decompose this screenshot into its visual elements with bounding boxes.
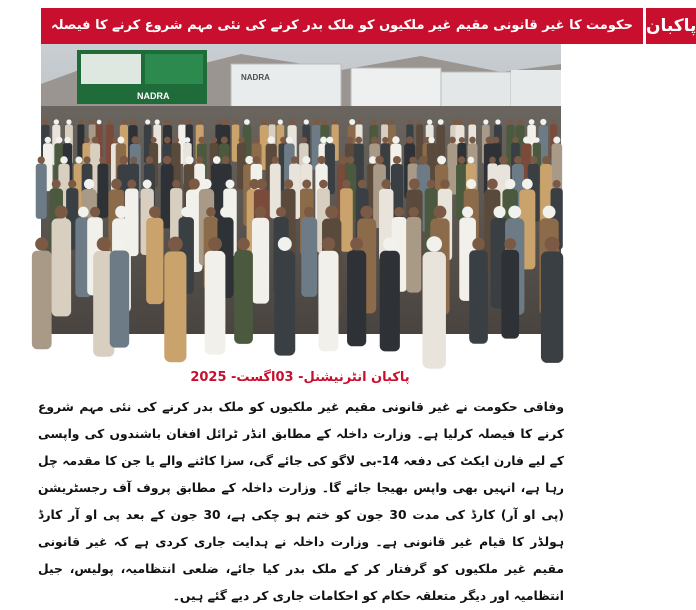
person-head (437, 156, 446, 165)
person-head (201, 179, 211, 189)
person-head (371, 136, 378, 143)
person-body (36, 164, 47, 219)
person-head (187, 120, 192, 125)
person-head (347, 137, 354, 144)
person-head (505, 179, 515, 189)
person-head (84, 137, 90, 143)
person-head (472, 238, 484, 250)
person-head (382, 137, 388, 143)
person-head (322, 237, 335, 250)
person-body (416, 124, 423, 159)
person-head (237, 238, 249, 250)
article-header (41, 8, 696, 44)
person-head (270, 120, 275, 125)
person-head (304, 119, 309, 124)
person-head (325, 206, 338, 219)
person-head (66, 119, 71, 124)
person-head (276, 207, 286, 217)
brand-logo: پاکبان (646, 8, 696, 44)
person-body (164, 251, 186, 362)
person-body (32, 251, 52, 350)
person-head (289, 119, 295, 125)
person-head (223, 119, 229, 125)
person-head (198, 137, 205, 144)
person-head (90, 207, 100, 217)
person-head (407, 120, 412, 125)
person-head (470, 119, 475, 124)
person-head (179, 119, 184, 124)
person-body (469, 250, 488, 343)
person-head (255, 206, 266, 217)
person-head (486, 137, 493, 144)
person-body (423, 252, 446, 369)
person-head (149, 206, 161, 218)
person-head (143, 180, 152, 189)
person-head (99, 156, 106, 163)
person-head (523, 137, 530, 144)
person-head (350, 238, 363, 251)
person-body (380, 251, 400, 352)
person-head (185, 137, 191, 143)
person-head (333, 120, 338, 125)
person-head (434, 206, 447, 219)
person-head (499, 156, 508, 165)
person-head (440, 179, 450, 189)
person-head (253, 156, 261, 164)
truck-label: NADRA (137, 91, 170, 101)
person-head (302, 156, 310, 164)
person-head (553, 136, 560, 143)
person-head (221, 136, 228, 143)
person-head (383, 237, 396, 250)
person-head (208, 237, 222, 251)
person-head (83, 156, 90, 163)
person-head (120, 156, 129, 165)
person-head (189, 179, 200, 190)
article-body: وفاقی حکومت نے غیر قانونی مقیم غیر ملکیوں کو ملک بدر کرنے کی نئی مہم شروع کرنے کا فیصلہ کرلیا ہے۔ وزارت داخلہ کے مطابق انڈر ٹرائل افغان باشندوں کی واپسی کے لیے فارن ایکٹ کی دفعہ 14-بی لاگو کی جائے گی، سزا کاٹنے والے یا جن کا مقدمہ چل رہا ہے، انہیں بھی واپس بھیجا جائے گا۔ وزارت داخلہ کے مطابق پروف آف رجسٹریشن (پی او آر) کارڈ کی مدت 30 جون کو ختم ہو چکی ہے، 30 جون کے بعد پی او آر کارڈ ہولڈر کا قیام غیر قانونی ہے۔ وزارت داخلہ نے ہدایت جاری کردی ہے کہ غیر قانونی مقیم غیر ملکیوں کو گرفتار کر کے ملک بدر کیا جائے، ضلعی انتظامیہ، پولیس، جیل انتظامیہ اور دیگر متعلقہ حکام کو احکامات جاری کر دیے گئے ہیں۔ (38, 400, 565, 603)
person-head (545, 237, 560, 252)
person-head (406, 136, 413, 143)
person-head (261, 119, 267, 125)
person-body (501, 250, 519, 339)
person-head (113, 238, 126, 251)
person-head (64, 137, 70, 143)
person-head (494, 206, 506, 218)
person-head (220, 207, 231, 218)
person-head (75, 157, 82, 164)
person-head (267, 136, 274, 143)
person-head (84, 179, 94, 189)
person-head (508, 206, 521, 219)
person-head (79, 120, 84, 125)
headline-bar: حکومت کا غیر قانونی مقیم غیر ملکیوں کو ملک بدر کرنے کی نئی مہم شروع کرنے کا فیصلہ (41, 8, 646, 44)
person-head (381, 179, 391, 189)
person-head (317, 156, 325, 164)
person-head (459, 137, 465, 143)
person-head (495, 119, 500, 124)
person-head (543, 206, 556, 219)
person-head (291, 156, 298, 163)
person-head (452, 119, 458, 125)
person-head (540, 119, 546, 125)
person-head (278, 119, 283, 124)
truck-label-2: NADRA (241, 73, 270, 82)
person-head (355, 137, 362, 144)
person-head (130, 119, 136, 125)
person-head (225, 179, 234, 188)
person-head (542, 156, 550, 164)
person-head (206, 207, 216, 217)
person-head (313, 119, 319, 125)
person-head (508, 119, 513, 124)
person-head (409, 157, 416, 164)
person-head (504, 238, 516, 250)
person-head (534, 137, 540, 143)
person-head (322, 119, 328, 125)
person-head (196, 156, 203, 163)
person-head (172, 180, 180, 188)
person-head (78, 207, 89, 218)
person-head (427, 119, 432, 124)
person-body (110, 250, 129, 347)
person-head (339, 156, 347, 164)
person-head (449, 137, 456, 144)
person-head (97, 237, 111, 251)
person-head (56, 137, 62, 143)
person-head (487, 179, 498, 190)
person-head (438, 119, 444, 125)
person-head (45, 137, 51, 143)
person-head (514, 156, 522, 164)
person-head (217, 119, 222, 124)
person-body (205, 251, 226, 355)
person-head (256, 179, 266, 189)
person-body (252, 218, 269, 304)
person-head (43, 119, 48, 124)
person-head (54, 119, 59, 124)
person-head (427, 180, 436, 189)
person-head (90, 120, 95, 125)
person-head (458, 156, 466, 164)
person-head (222, 156, 230, 164)
person-head (522, 179, 533, 190)
person-head (211, 137, 217, 143)
person-body (406, 217, 421, 293)
person-head (483, 119, 488, 124)
person-head (127, 179, 136, 188)
person-head (111, 179, 122, 190)
person-head (239, 137, 245, 143)
person-head (163, 156, 172, 165)
person-head (155, 119, 160, 124)
person-head (117, 137, 124, 144)
person-head (121, 119, 126, 124)
person-head (342, 180, 350, 188)
person-head (357, 120, 362, 125)
person-head (213, 156, 221, 164)
person-body (301, 217, 317, 297)
person-head (272, 156, 279, 163)
person-head (393, 156, 401, 164)
person-head (284, 179, 293, 188)
person-head (68, 180, 76, 188)
person-head (173, 137, 179, 143)
person-head (392, 136, 399, 143)
person-head (394, 207, 404, 217)
person-head (60, 156, 67, 163)
person-head (245, 156, 253, 164)
person-head (302, 180, 311, 189)
person-head (168, 237, 183, 252)
person-head (253, 137, 260, 144)
person-head (146, 156, 153, 163)
person-head (349, 119, 355, 125)
person-head (151, 137, 157, 143)
person-head (417, 120, 422, 125)
person-head (145, 119, 150, 124)
crowd-photo-illustration (41, 44, 561, 334)
person-head (360, 206, 373, 219)
person-head (320, 137, 327, 144)
person-head (319, 180, 328, 189)
person-body (347, 250, 366, 346)
person-head (244, 119, 250, 125)
person-head (130, 157, 137, 164)
person-head (35, 237, 48, 250)
person-head (428, 137, 434, 143)
person-head (164, 119, 170, 125)
person-head (419, 156, 428, 165)
person-head (301, 137, 307, 143)
person-head (164, 137, 171, 144)
person-body (234, 250, 253, 344)
person-body (146, 218, 163, 304)
person-head (107, 119, 112, 124)
person-head (97, 120, 102, 125)
person-head (489, 157, 496, 164)
person-body (52, 219, 72, 317)
person-head (551, 120, 556, 125)
person-head (529, 119, 535, 125)
person-head (197, 119, 202, 124)
dateline: پاکبان انٹرنیشنل- 03اگست- 2025 (190, 370, 410, 385)
person-head (92, 137, 99, 144)
person-head (233, 120, 238, 125)
person-head (457, 119, 463, 125)
person-head (286, 136, 293, 143)
person-body (318, 251, 338, 352)
person-head (389, 119, 394, 124)
person-head (347, 156, 355, 164)
person-head (553, 180, 561, 188)
person-head (409, 207, 419, 217)
person-head (409, 179, 420, 190)
person-head (181, 207, 191, 217)
person-head (371, 119, 377, 125)
person-head (469, 137, 476, 144)
person-head (530, 156, 538, 164)
person-body (274, 251, 295, 356)
person-head (278, 237, 292, 251)
person-head (462, 206, 473, 217)
person-head (426, 236, 442, 252)
person-head (52, 179, 61, 188)
person-head (375, 156, 383, 164)
person-head (115, 206, 128, 219)
person-head (55, 205, 68, 218)
person-head (185, 156, 193, 164)
person-body (541, 251, 563, 362)
person-head (38, 156, 45, 163)
person-head (304, 207, 315, 218)
person-head (513, 137, 519, 143)
person-head (280, 137, 286, 143)
person-head (493, 137, 500, 144)
person-head (468, 157, 475, 164)
person-head (466, 179, 476, 189)
person-head (131, 136, 138, 143)
person-head (382, 120, 387, 125)
person-head (517, 119, 523, 125)
person-head (358, 180, 367, 189)
person-head (326, 137, 333, 144)
news-photo (41, 44, 561, 334)
